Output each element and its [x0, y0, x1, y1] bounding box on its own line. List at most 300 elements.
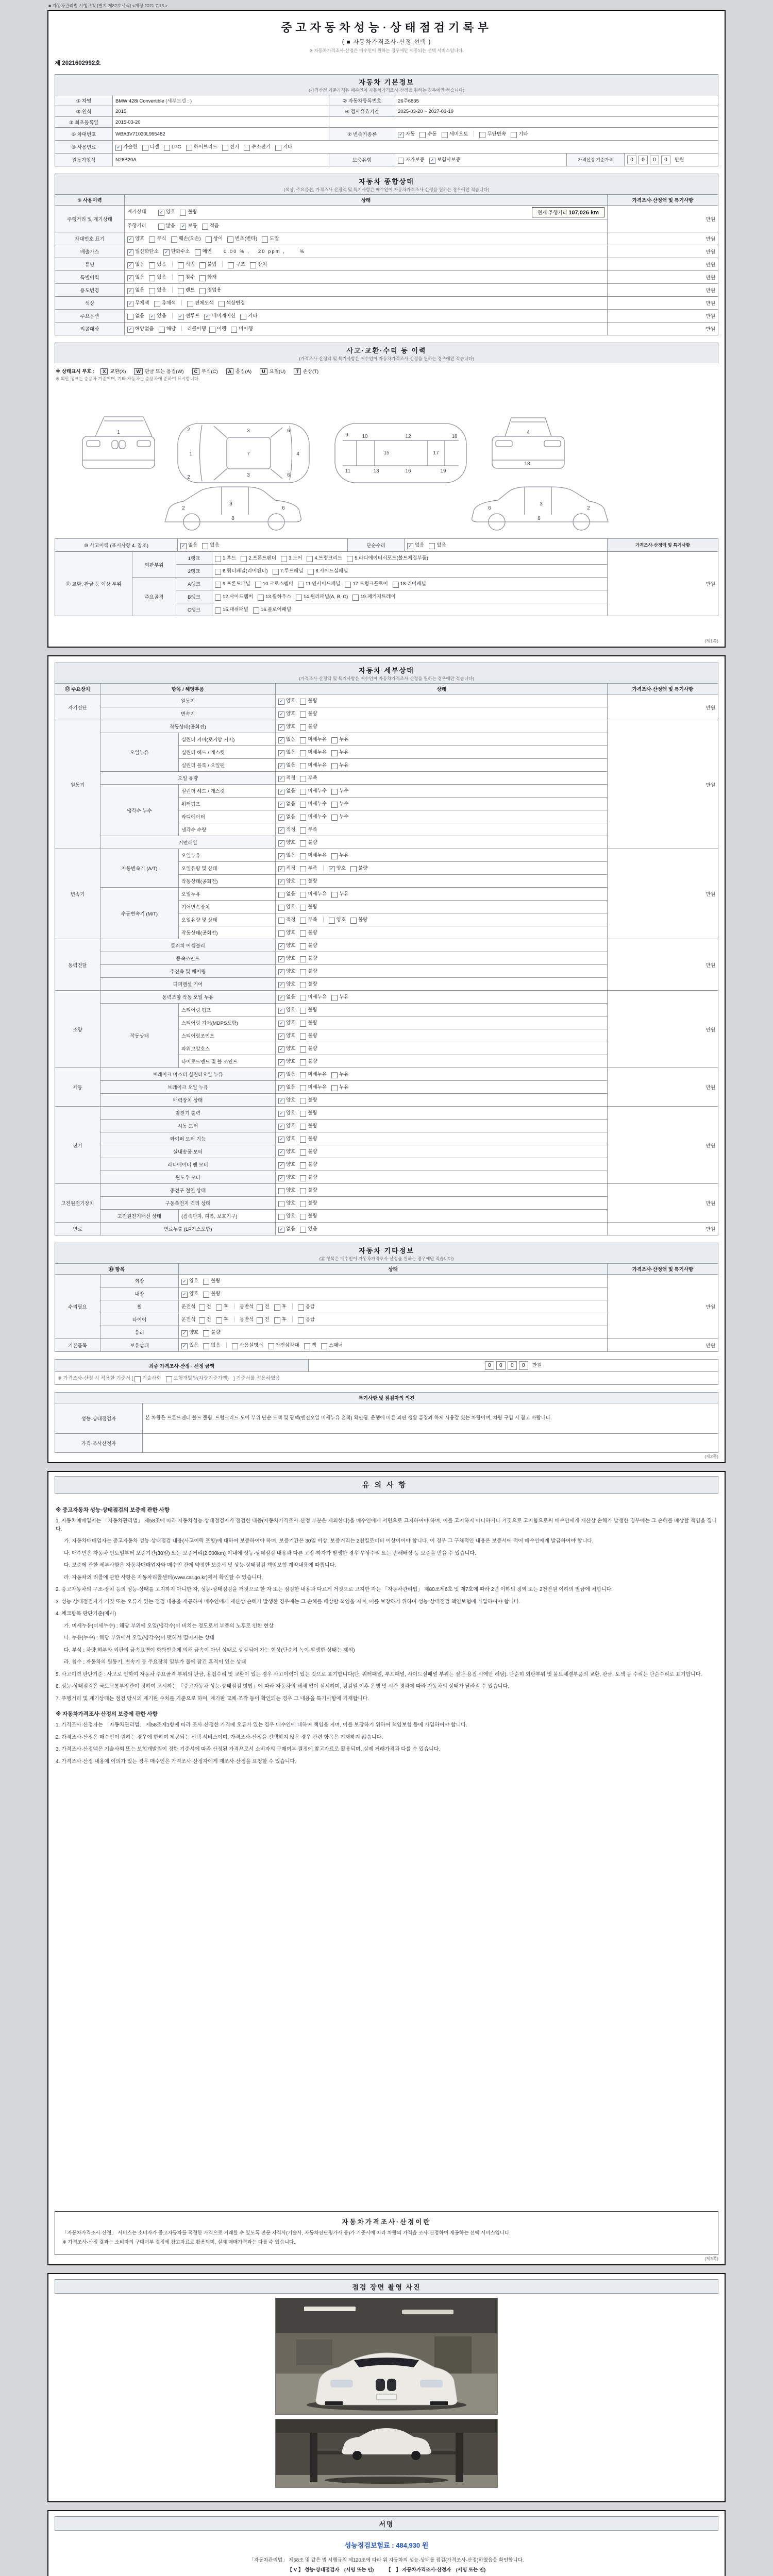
checkbox-양호: ✓ 양호	[278, 1019, 295, 1027]
checkbox-매연: 매연	[195, 247, 212, 256]
checkbox-없음: ✓ 없음	[127, 260, 144, 268]
notice-item: 1. 가격조사·산정자는 「자동차관리법」 제58조제1항에 따라 조사·산정한 가격에 오류가 있는 경우 매수인에 대하여 책임을 지며, 이를 보장하기 위하여 책임보험 등에 가입하여야 합니다.	[56, 1722, 467, 1728]
state-options-cell	[276, 1029, 608, 1042]
panel-number-label: 13	[373, 468, 379, 474]
state-options-cell	[179, 1287, 608, 1300]
panel-number-label: 7	[247, 451, 250, 457]
empty-box-icon	[300, 918, 306, 924]
state-options-cell	[276, 875, 608, 888]
checkbox-적음: 적음	[202, 222, 219, 230]
empty-box-icon	[127, 314, 133, 320]
panel-number-label: 3	[229, 501, 232, 507]
checkbox-부족: 부족	[300, 774, 317, 782]
checkbox-16.플로어패널: 16.플로어패널	[253, 605, 291, 614]
checkbox-불량: 불량	[300, 697, 317, 705]
state-options-cell	[276, 888, 608, 901]
checkbox-불량: 불량	[300, 980, 317, 988]
checkbox-없음: 없음	[278, 890, 295, 898]
item-label: 작동상태(공회전)	[100, 720, 276, 733]
simple-repair-label: 단순수리	[348, 539, 405, 552]
panel-number-label: 1	[189, 451, 192, 457]
empty-box-icon	[164, 145, 170, 151]
checkbox-누유: 누유	[331, 1070, 348, 1078]
device-group-label: 고전원전기장치	[55, 1184, 100, 1223]
option-group-label: 운전석	[181, 1317, 196, 1323]
checkbox-기술사회: 기술사회	[135, 1374, 161, 1382]
checked-box-icon: ✓	[278, 840, 284, 846]
part-label: 실린더 헤드 / 개스킷	[179, 785, 276, 798]
panel-number-label: 1	[117, 430, 120, 435]
checkbox-14.필러패널(A, B, C): 14.필러패널(A, B, C)	[296, 592, 348, 601]
empty-box-icon	[300, 905, 306, 911]
empty-box-icon	[331, 1085, 338, 1091]
checkbox-13.휠하우스: 13.휠하우스	[258, 592, 291, 601]
checkbox-기타: 기타	[275, 143, 292, 151]
checkbox-불량: 불량	[300, 1212, 317, 1220]
device-group-label: 제동	[55, 1068, 100, 1107]
notice-item: 5. 사고이력 판단기준 : 사고로 인하여 자동차 주요골격 부위의 판금, 용접수리 및 교환이 있는 경우 사고이력이 있는 것으로 표기합니다(단, 쿼터패널, 루프패널, 사이드실패널 부위는 절단·용접 시에만 해당). 단순히 외판부위 및 볼트체결부품의 교환, 판금, 도색 등 수리는 단순수리로 표기합니다.	[56, 1671, 702, 1677]
state-options-cell	[276, 901, 608, 913]
first-registration-value: 2015-03-20	[113, 117, 329, 128]
checkbox-12.사이드멤버: 12.사이드멤버	[215, 592, 253, 601]
panel-items-cell	[212, 603, 608, 616]
part-label: 스티어링 기어(MDPS포함)	[179, 1016, 276, 1029]
usage-item-label: 주행거리 및 계기상태	[55, 206, 125, 232]
checkbox-누유: 누유	[331, 851, 348, 859]
checkbox-17.트렁크플로어: 17.트렁크플로어	[345, 580, 388, 588]
checkbox-미세누유: 미세누유	[300, 993, 327, 1001]
checkbox-썬루프: ✓ 썬루프	[178, 312, 200, 320]
about-pricing-line: ※ 가격조사·산정 결과는 소비자의 구매여부 결정에 참고자료로 활용되며, 실제 매매가격과는 다를 수 있습니다.	[62, 2239, 295, 2245]
checkbox-2.프론트펜더: 2.프론트펜더	[241, 554, 276, 562]
checkbox-후: 후	[274, 1302, 287, 1311]
checkbox-없음: 없음	[203, 1341, 220, 1349]
checkbox-양호: ✓ 양호	[278, 697, 295, 705]
checkbox-양호: ✓ 양호	[278, 980, 295, 988]
checkbox-전체도색: 전체도색	[187, 299, 214, 307]
empty-box-icon	[300, 1162, 306, 1168]
page-marker-3: (제3쪽)	[704, 2256, 718, 2261]
empty-box-icon	[273, 569, 279, 575]
checked-box-icon: ✓	[278, 737, 284, 743]
checkbox-양호: ✓ 양호	[278, 838, 295, 846]
price-amount-cell: 만원	[608, 258, 718, 271]
empty-box-icon	[278, 892, 284, 898]
empty-box-icon	[199, 275, 206, 281]
checked-box-icon: ✓	[278, 943, 284, 950]
panel-number-label: 3	[540, 501, 543, 507]
accident-history-table	[55, 538, 718, 552]
option-group-label: 운전석	[181, 1304, 196, 1310]
opinion-author-label: 성능·상태점검자	[55, 1403, 143, 1434]
checkbox-양호: ✓ 양호	[278, 1057, 295, 1065]
registration-number-label: ② 자동차등록번호	[329, 95, 395, 106]
state-options-cell	[276, 939, 608, 952]
empty-box-icon	[331, 763, 338, 769]
checked-box-icon: ✓	[278, 776, 284, 782]
usage-item-label: 리콜대상	[55, 323, 125, 335]
checked-box-icon: ✓	[149, 314, 155, 320]
base-price-value	[625, 154, 718, 166]
empty-box-icon	[350, 866, 357, 872]
empty-box-icon	[187, 301, 193, 307]
empty-box-icon	[298, 582, 304, 588]
empty-box-icon	[300, 789, 306, 795]
panels-section-label: ⑪ 교환, 판금 등 이상 부위	[55, 552, 132, 616]
state-options-cell	[276, 1055, 608, 1068]
price-amount-cell: 만원	[608, 1223, 718, 1235]
part-label: 실린더 헤드 / 개스킷	[179, 746, 276, 759]
state-options-cell	[276, 785, 608, 798]
state-options-cell	[276, 1081, 608, 1094]
checkbox-누유: 누유	[331, 748, 348, 756]
checked-box-icon: ✓	[115, 145, 122, 151]
item-label: 냉각수 누수	[100, 785, 179, 836]
detail-state-table	[55, 683, 718, 1235]
item-label: 디퍼렌셜 기어	[100, 978, 276, 991]
empty-box-icon	[300, 737, 306, 743]
price-amount-cell: 만원	[608, 284, 718, 297]
panel-number-label: 6	[287, 472, 290, 478]
price-survey-select: ( ■ 자동차가격조사·산정 선택 )	[342, 39, 431, 45]
legend-code-icon: T	[294, 368, 301, 375]
checked-box-icon: ✓	[278, 699, 284, 705]
empty-box-icon	[278, 918, 284, 924]
checked-box-icon: ✓	[329, 866, 335, 872]
page-marker-2: (제2쪽)	[704, 1454, 718, 1459]
checkbox-3.도어: 3.도어	[281, 554, 302, 562]
first-registration-label: ⑤ 최초등록일	[55, 117, 113, 128]
empty-box-icon	[178, 275, 184, 281]
empty-box-icon	[206, 236, 212, 243]
empty-box-icon	[268, 1343, 274, 1349]
state-options-cell	[276, 926, 608, 939]
empty-box-icon	[300, 711, 306, 718]
item-label: 변속기	[100, 707, 276, 720]
empty-box-icon	[258, 595, 264, 601]
final-price-table	[55, 1359, 718, 1385]
device-group-label: 조향	[55, 991, 100, 1068]
item-label: 동력조향 작동 오일 누유	[100, 991, 276, 1004]
empty-box-icon	[231, 327, 237, 333]
car-name-label: ① 차명	[55, 95, 113, 106]
checkbox-많음: 많음	[158, 222, 175, 230]
item-label: 수동변속기 (M/T)	[100, 888, 179, 939]
empty-box-icon	[347, 556, 353, 562]
empty-box-icon	[308, 569, 314, 575]
checkbox-자가보증: 자가보증	[398, 156, 425, 164]
panel-number-label: 10	[362, 434, 368, 439]
empty-box-icon	[300, 1201, 306, 1207]
empty-box-icon	[257, 1304, 263, 1311]
empty-box-icon	[300, 1072, 306, 1078]
empty-box-icon	[149, 275, 155, 281]
panel-number-label: 6	[282, 505, 285, 511]
amount-digit: 0	[638, 156, 648, 164]
state-options-cell	[179, 1326, 608, 1339]
state-options-cell	[276, 849, 608, 862]
base-price-digits	[627, 157, 673, 163]
part-label: 오일유량 및 상태	[179, 862, 276, 875]
checked-box-icon: ✓	[278, 1149, 284, 1156]
signature-header	[55, 2516, 718, 2531]
item-label: 추진축 및 베어링	[100, 965, 276, 978]
car-name: BMW 428i Convertible	[115, 98, 164, 104]
checkbox-불량: 불량	[300, 1044, 317, 1053]
notice-block-heading: ※ 중고자동차 성능·상태점검의 보증에 관한 사항	[56, 1507, 170, 1513]
checkbox-불량: 불량	[300, 954, 317, 962]
checked-box-icon: ✓	[278, 1085, 284, 1091]
checkbox-불량: 불량	[300, 1122, 317, 1130]
checkbox-누유: 누유	[331, 735, 348, 743]
price-amount-cell: 만원	[608, 1107, 718, 1184]
accident-history-options	[178, 539, 348, 552]
usage-state-cell	[125, 271, 608, 284]
option-divider	[292, 1316, 293, 1322]
checkbox-미세누유: 미세누유	[300, 1083, 327, 1091]
price-amount-cell: 만원	[608, 1275, 718, 1339]
empty-box-icon	[300, 892, 306, 898]
col-state: 상태	[276, 684, 608, 694]
panel-number-label: 12	[405, 434, 411, 439]
empty-cell	[329, 117, 718, 128]
state-options-cell	[276, 1184, 608, 1197]
checkbox-있음: 있음	[149, 260, 166, 268]
report-page-3	[47, 1471, 726, 2265]
item-label: 구동축전지 격리 상태	[100, 1197, 276, 1210]
basic-info-header	[55, 74, 718, 95]
signature-section	[47, 2510, 726, 2576]
checkbox-있음: ✓ 있음	[181, 1341, 198, 1349]
empty-box-icon	[199, 1304, 205, 1311]
state-options-cell	[179, 1275, 608, 1287]
empty-box-icon	[166, 1376, 172, 1382]
empty-box-icon	[149, 262, 155, 268]
empty-box-icon	[222, 145, 228, 151]
checkbox-기타: 기타	[240, 312, 257, 320]
panel-number-label: 2	[187, 427, 190, 433]
comp-col-usage: ⑨ 사용이력	[55, 195, 125, 206]
notice-item: 다. 부식 : 차량 하부와 외판의 금속표면이 화학반응에 의해 금속이 아닌 상태로 상실되어 가는 현상(단순히 녹이 발생한 상태는 제외)	[64, 1647, 355, 1653]
empty-box-icon	[352, 595, 359, 601]
checkbox-불량: 불량	[350, 916, 367, 924]
usage-state-cell	[125, 284, 608, 297]
usage-item-label: 주요옵션	[55, 310, 125, 323]
checkbox-LPG: LPG	[164, 144, 181, 151]
empty-box-icon	[202, 543, 208, 549]
checked-box-icon: ✓	[278, 1111, 284, 1117]
option-divider	[181, 326, 182, 331]
checkbox-보험사보증: ✓ 보험사보증	[429, 156, 461, 164]
usage-item-label: 차대번호 표기	[55, 232, 125, 245]
checkbox-미세누수: 미세누수	[300, 812, 327, 821]
legend-item: X 교환(X)	[100, 367, 126, 375]
empty-box-icon	[171, 236, 177, 243]
empty-box-icon	[300, 969, 306, 975]
state-options-cell	[276, 746, 608, 759]
checked-box-icon: ✓	[278, 802, 284, 808]
panel-number-label: 3	[247, 428, 250, 434]
empty-box-icon	[300, 879, 306, 885]
checkbox-없음: ✓ 없음	[278, 748, 295, 756]
usage-state-cell	[125, 258, 608, 271]
notice-item: 3. 성능·상태점검자가 거짓 또는 오류가 있는 점검 내용을 제공하여 매수인에게 재산상 손해가 발생한 경우에는 그 손해를 배상할 책임을 지며, 이를 보장하기 위하여 성능·상태점검 책임보험에 가입하여야 합니다.	[56, 1599, 520, 1605]
checkbox-후: 후	[216, 1315, 228, 1324]
opinion-text: 본 차량은 프론트펜더 볼트 풀림, 트렁크리드·도어 부위 단순 도색 및 광택(엔진오일 미세누유 흔적) 확인됨. 운행에 따른 외판 생활 흠집과 하체 사용감 있는 차량이며, 차량 구입 시 참고 바랍니다.	[143, 1403, 718, 1434]
engine-type-label: 원동기형식	[55, 154, 113, 166]
front-view-windshield	[95, 417, 152, 436]
empty-box-icon	[216, 1304, 222, 1311]
notice-item: 2. 가격조사·산정은 매수인이 원하는 경우에 한하여 제공되는 선택 서비스이며, 가격조사·산정을 선택하지 않은 경우 관련 항목은 기재하지 않습니다.	[56, 1734, 383, 1740]
col-item: 항목 / 해당부품	[100, 684, 276, 694]
state-options-cell	[276, 836, 608, 849]
checkbox-1.후드: 1.후드	[215, 554, 236, 562]
checkbox-양호: 양호	[278, 903, 295, 911]
panel-items-cell	[212, 552, 608, 565]
empty-box-icon	[202, 224, 208, 230]
empty-box-icon	[278, 905, 284, 911]
checkbox-누수: 누수	[331, 787, 348, 795]
part-label: 냉각수 수량	[179, 823, 276, 836]
empty-box-icon	[274, 1317, 280, 1324]
part-label: 파워고압호스	[179, 1042, 276, 1055]
car-diagram	[67, 385, 706, 535]
empty-box-icon	[350, 918, 357, 924]
empty-box-icon	[244, 145, 250, 151]
empty-box-icon	[419, 132, 426, 138]
state-options-cell	[276, 694, 608, 707]
detail-title: 자동차 세부상태	[359, 667, 414, 674]
empty-box-icon	[300, 776, 306, 782]
panel-number-label: 2	[587, 505, 590, 511]
empty-box-icon	[345, 582, 351, 588]
checkbox-불량: 불량	[300, 877, 317, 885]
item-label: 등속조인트	[100, 952, 276, 965]
checkbox-화재: 화재	[199, 273, 216, 281]
option-group-label: 리콜이행	[187, 326, 206, 332]
sub-label: 주행거리	[127, 223, 146, 229]
checkbox-없음: ✓ 없음	[278, 735, 295, 743]
checkbox-있음: 있음	[149, 286, 166, 294]
part-label: 스티어링조인트	[179, 1029, 276, 1042]
empty-box-icon	[159, 327, 165, 333]
checkbox-불량: 불량	[300, 1031, 317, 1040]
checkbox-이행: 이행	[209, 325, 226, 333]
checkbox-있음: 있음	[149, 273, 166, 281]
empty-box-icon	[429, 543, 435, 549]
checkbox-양호: 양호	[278, 1212, 295, 1220]
checkbox-유채색: 유채색	[154, 299, 176, 307]
checked-box-icon: ✓	[278, 763, 284, 769]
legend-item: U 요철(U)	[260, 367, 285, 375]
amount-digit: 0	[485, 1361, 494, 1370]
checkbox-없음: ✓ 없음	[278, 787, 295, 795]
inspection-photo-lift	[275, 2419, 498, 2488]
notice-item: 가. 미세누유(미세누수) : 해당 부위에 오일(냉각수)이 비치는 정도로서 부품의 노후로 인한 현상	[64, 1623, 274, 1629]
empty-box-icon	[281, 556, 287, 562]
item-label: 고전원전기배선 상태	[100, 1210, 179, 1223]
checkbox-색상변경: 색상변경	[219, 299, 245, 307]
state-options-cell	[276, 1120, 608, 1132]
checkbox-있음: 있음	[202, 541, 219, 549]
price-amount-cell: 만원	[608, 991, 718, 1068]
notice-item: 라. 침수 : 자동차의 원동기, 변속기 등 주요장치 일부가 물에 잠긴 흔적이 있는 상태	[64, 1659, 246, 1665]
usage-state-cell	[125, 232, 608, 245]
device-group-label: 자기진단	[55, 694, 100, 720]
empty-box-icon	[300, 982, 306, 988]
checked-box-icon: ✓	[127, 288, 133, 294]
state-options-cell	[276, 978, 608, 991]
basic-info-subnote: (가격산정 기준가격은 매수인이 자동차가격조사·산정을 원하는 경우에만 적습니다)	[309, 88, 464, 93]
part-label: 라디에이터	[179, 810, 276, 823]
checkbox-하이브리드: 하이브리드	[186, 143, 217, 151]
part-label: 실린더 커버(로커암 커버)	[179, 733, 276, 746]
accident-history-label: ⑩ 사고이력 (표시사항 4. 참조)	[55, 539, 178, 552]
panel-category-label: 주요골격	[132, 578, 176, 616]
checkbox-양호: ✓ 양호	[127, 234, 144, 243]
panel-number-label: 11	[345, 468, 351, 474]
empty-box-icon	[300, 724, 306, 731]
part-label: 워터펌프	[179, 798, 276, 810]
empty-box-icon	[300, 1098, 306, 1104]
part-label: 기어변속장치	[179, 901, 276, 913]
checked-box-icon: ✓	[278, 866, 284, 872]
base-price-unit: 만원	[675, 157, 684, 163]
opinions-table	[55, 1392, 718, 1453]
final-note-options	[135, 1376, 233, 1381]
item-label: 외장	[100, 1275, 179, 1287]
usage-item-label: 용도변경	[55, 284, 125, 297]
notice-item: 2. 중고자동차의 구조·장치 등의 성능·상태를 고지하지 아니한 자, 성능·상태점검을 거짓으로 한 자 또는 점검한 내용과 다르게 거짓으로 고지한 자는 「자동차관리법」 제80조제6호 및 제7호에 따라 2년 이하의 징역 또는 2천만원 이하의 벌금에 처합니다.	[56, 1587, 613, 1592]
empty-box-icon	[300, 763, 306, 769]
report-sheet	[47, 0, 726, 2576]
empty-box-icon	[300, 827, 306, 834]
checked-box-icon: ✓	[181, 1343, 188, 1349]
state-options-cell	[276, 798, 608, 810]
state-options-cell	[276, 720, 608, 733]
empty-box-icon	[393, 582, 399, 588]
empty-box-icon	[329, 918, 335, 924]
model-year-label: ③ 연식	[55, 106, 113, 117]
state-options-cell	[179, 1339, 608, 1352]
checkbox-양호: ✓ 양호	[329, 864, 346, 872]
empty-box-icon	[215, 595, 221, 601]
checkbox-양호: ✓ 양호	[181, 1277, 198, 1285]
device-group-label: 변속기	[55, 849, 100, 939]
checkbox-없음: ✓ 없음	[278, 800, 295, 808]
final-amount-digits	[485, 1363, 530, 1368]
checkbox-있음: ✓ 있음	[149, 312, 166, 320]
fuel-options	[113, 141, 718, 154]
checkbox-전기: 전기	[222, 143, 239, 151]
empty-box-icon	[307, 556, 313, 562]
checkbox-잭: 잭	[304, 1341, 316, 1349]
empty-box-icon	[331, 802, 338, 808]
final-price-note	[55, 1372, 718, 1385]
empty-box-icon	[203, 1292, 209, 1298]
legend-code-icon: X	[100, 368, 108, 375]
checked-box-icon: ✓	[278, 1098, 284, 1104]
checkbox-없음: ✓ 없음	[127, 286, 144, 294]
option-divider	[172, 313, 173, 318]
panel-number-label: 8	[231, 516, 234, 521]
checked-box-icon: ✓	[181, 1330, 188, 1336]
checkbox-양호: ✓ 양호	[278, 941, 295, 950]
panel-rank-label: 2랭크	[176, 565, 212, 578]
simple-repair-options	[405, 539, 608, 552]
checkbox-해당없음: ✓ 해당없음	[127, 325, 154, 333]
price-amount-cell: 만원	[608, 323, 718, 335]
